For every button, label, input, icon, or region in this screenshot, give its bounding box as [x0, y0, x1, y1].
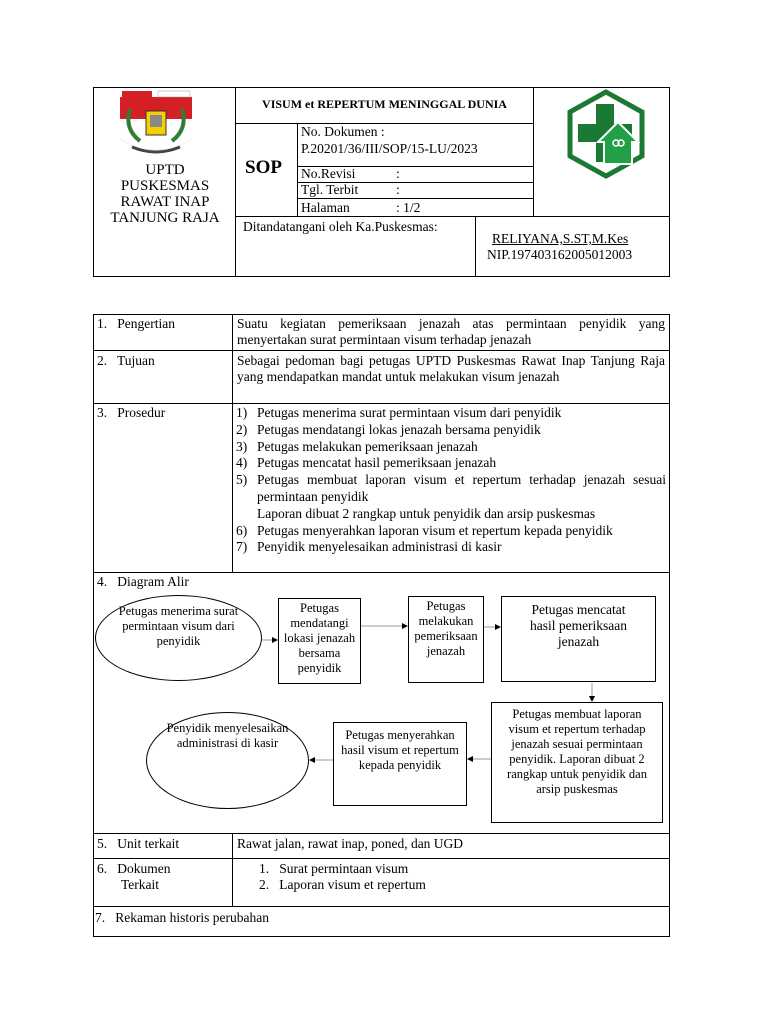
prosedur-label: 3. Prosedur: [97, 405, 166, 420]
flow-end: Penyidik menyelesaikan administrasi di kasir: [146, 712, 309, 809]
sop-label: SOP: [245, 157, 282, 178]
org-line: PUSKESMAS: [120, 178, 210, 194]
dokumen-item: 1. Surat permintaan visum: [259, 861, 409, 876]
unit-text: Rawat jalan, rawat inap, poned, dan UGD: [237, 836, 464, 851]
flow-step-2: Petugas mendatangi lokasi jenazah bersama penyidik: [278, 598, 361, 684]
flow-step-6: Petugas menyerahkan hasil visum et repertum kepada penyidik: [333, 722, 467, 806]
step-6: 6) Petugas menyerahkan laporan visum et repertum kepada penyidik: [236, 522, 613, 538]
pengertian-text: Suatu kegiatan pemeriksaan jenazah atas permintaan penyidik yang menyertakan surat permintaan visum terhadap jenazah: [237, 316, 665, 347]
unit-label: 5. Unit terkait: [97, 836, 180, 851]
pengertian-label: 1. Pengertian: [97, 316, 175, 331]
step-2: 2) Petugas mendatangi lokas jenazah bersama penyidik: [236, 421, 541, 437]
doc-no: P.20201/36/III/SOP/15-LU/2023: [301, 141, 478, 156]
revisi-value: :: [396, 166, 400, 181]
flow-step-4: Petugas mencatat hasil pemeriksaan jenazah: [501, 596, 656, 682]
step-5: 5) Petugas membuat laporan visum et repertum terhadap jenazah sesuai permintaan penyidik Laporan dibuat 2 rangkap untuk penyidik dan arsip puskesmas: [236, 472, 666, 521]
dokumen-label-2: Terkait: [121, 877, 160, 892]
flow-start: Petugas menerima surat permintaan visum dari penyidik: [95, 595, 262, 681]
terbit-label: Tgl. Terbit: [301, 182, 359, 197]
step-4: 4) Petugas mencatat hasil pemeriksaan jenazah: [236, 455, 497, 471]
doc-no-label: No. Dokumen :: [301, 124, 385, 139]
signed-by-label: Ditandatangani oleh Ka.Puskesmas:: [243, 219, 438, 234]
flow-step-5: Petugas membuat laporan visum et repertum terhadap jenazah sesuai permintaan penyidik. Laporan dibuat 2 rangkap untuk penyidik dan arsip puskesmas: [491, 702, 663, 823]
halaman-label: Halaman: [301, 200, 350, 215]
dokumen-label: 6. Dokumen: [97, 861, 171, 876]
diagram-label: 4. Diagram Alir: [97, 574, 189, 589]
dokumen-item: 2. Laporan visum et repertum: [259, 877, 426, 892]
org-line: RAWAT INAP: [120, 194, 210, 210]
rekaman-label: 7. Rekaman historis perubahan: [95, 910, 269, 925]
org-line: TANJUNG RAJA: [110, 210, 220, 226]
halaman-value: : 1/2: [396, 200, 421, 215]
step-7: 7) Penyidik menyelesaikan administrasi di kasir: [236, 539, 502, 555]
org-line: UPTD: [145, 162, 185, 178]
signer-nip: NIP.197403162005012003: [487, 247, 633, 262]
step-3: 3) Petugas melakukan pemeriksaan jenazah: [236, 438, 478, 454]
revisi-label: No.Revisi: [301, 166, 356, 181]
tujuan-label: 2. Tujuan: [97, 353, 155, 368]
signer-name: RELIYANA,S.ST,M.Kes: [492, 231, 629, 246]
tujuan-text: Sebagai pedoman bagi petugas UPTD Puskesmas Rawat Inap Tanjung Raja yang mendapatkan mandat untuk melakukan visum jenazah: [237, 353, 665, 384]
flow-step-3: Petugas melakukan pemeriksaan jenazah: [408, 596, 484, 683]
terbit-value: :: [396, 182, 400, 197]
document-title: VISUM et REPERTUM MENINGGAL DUNIA: [262, 97, 507, 111]
step-1: 1) Petugas menerima surat permintaan visum dari penyidik: [236, 405, 562, 420]
